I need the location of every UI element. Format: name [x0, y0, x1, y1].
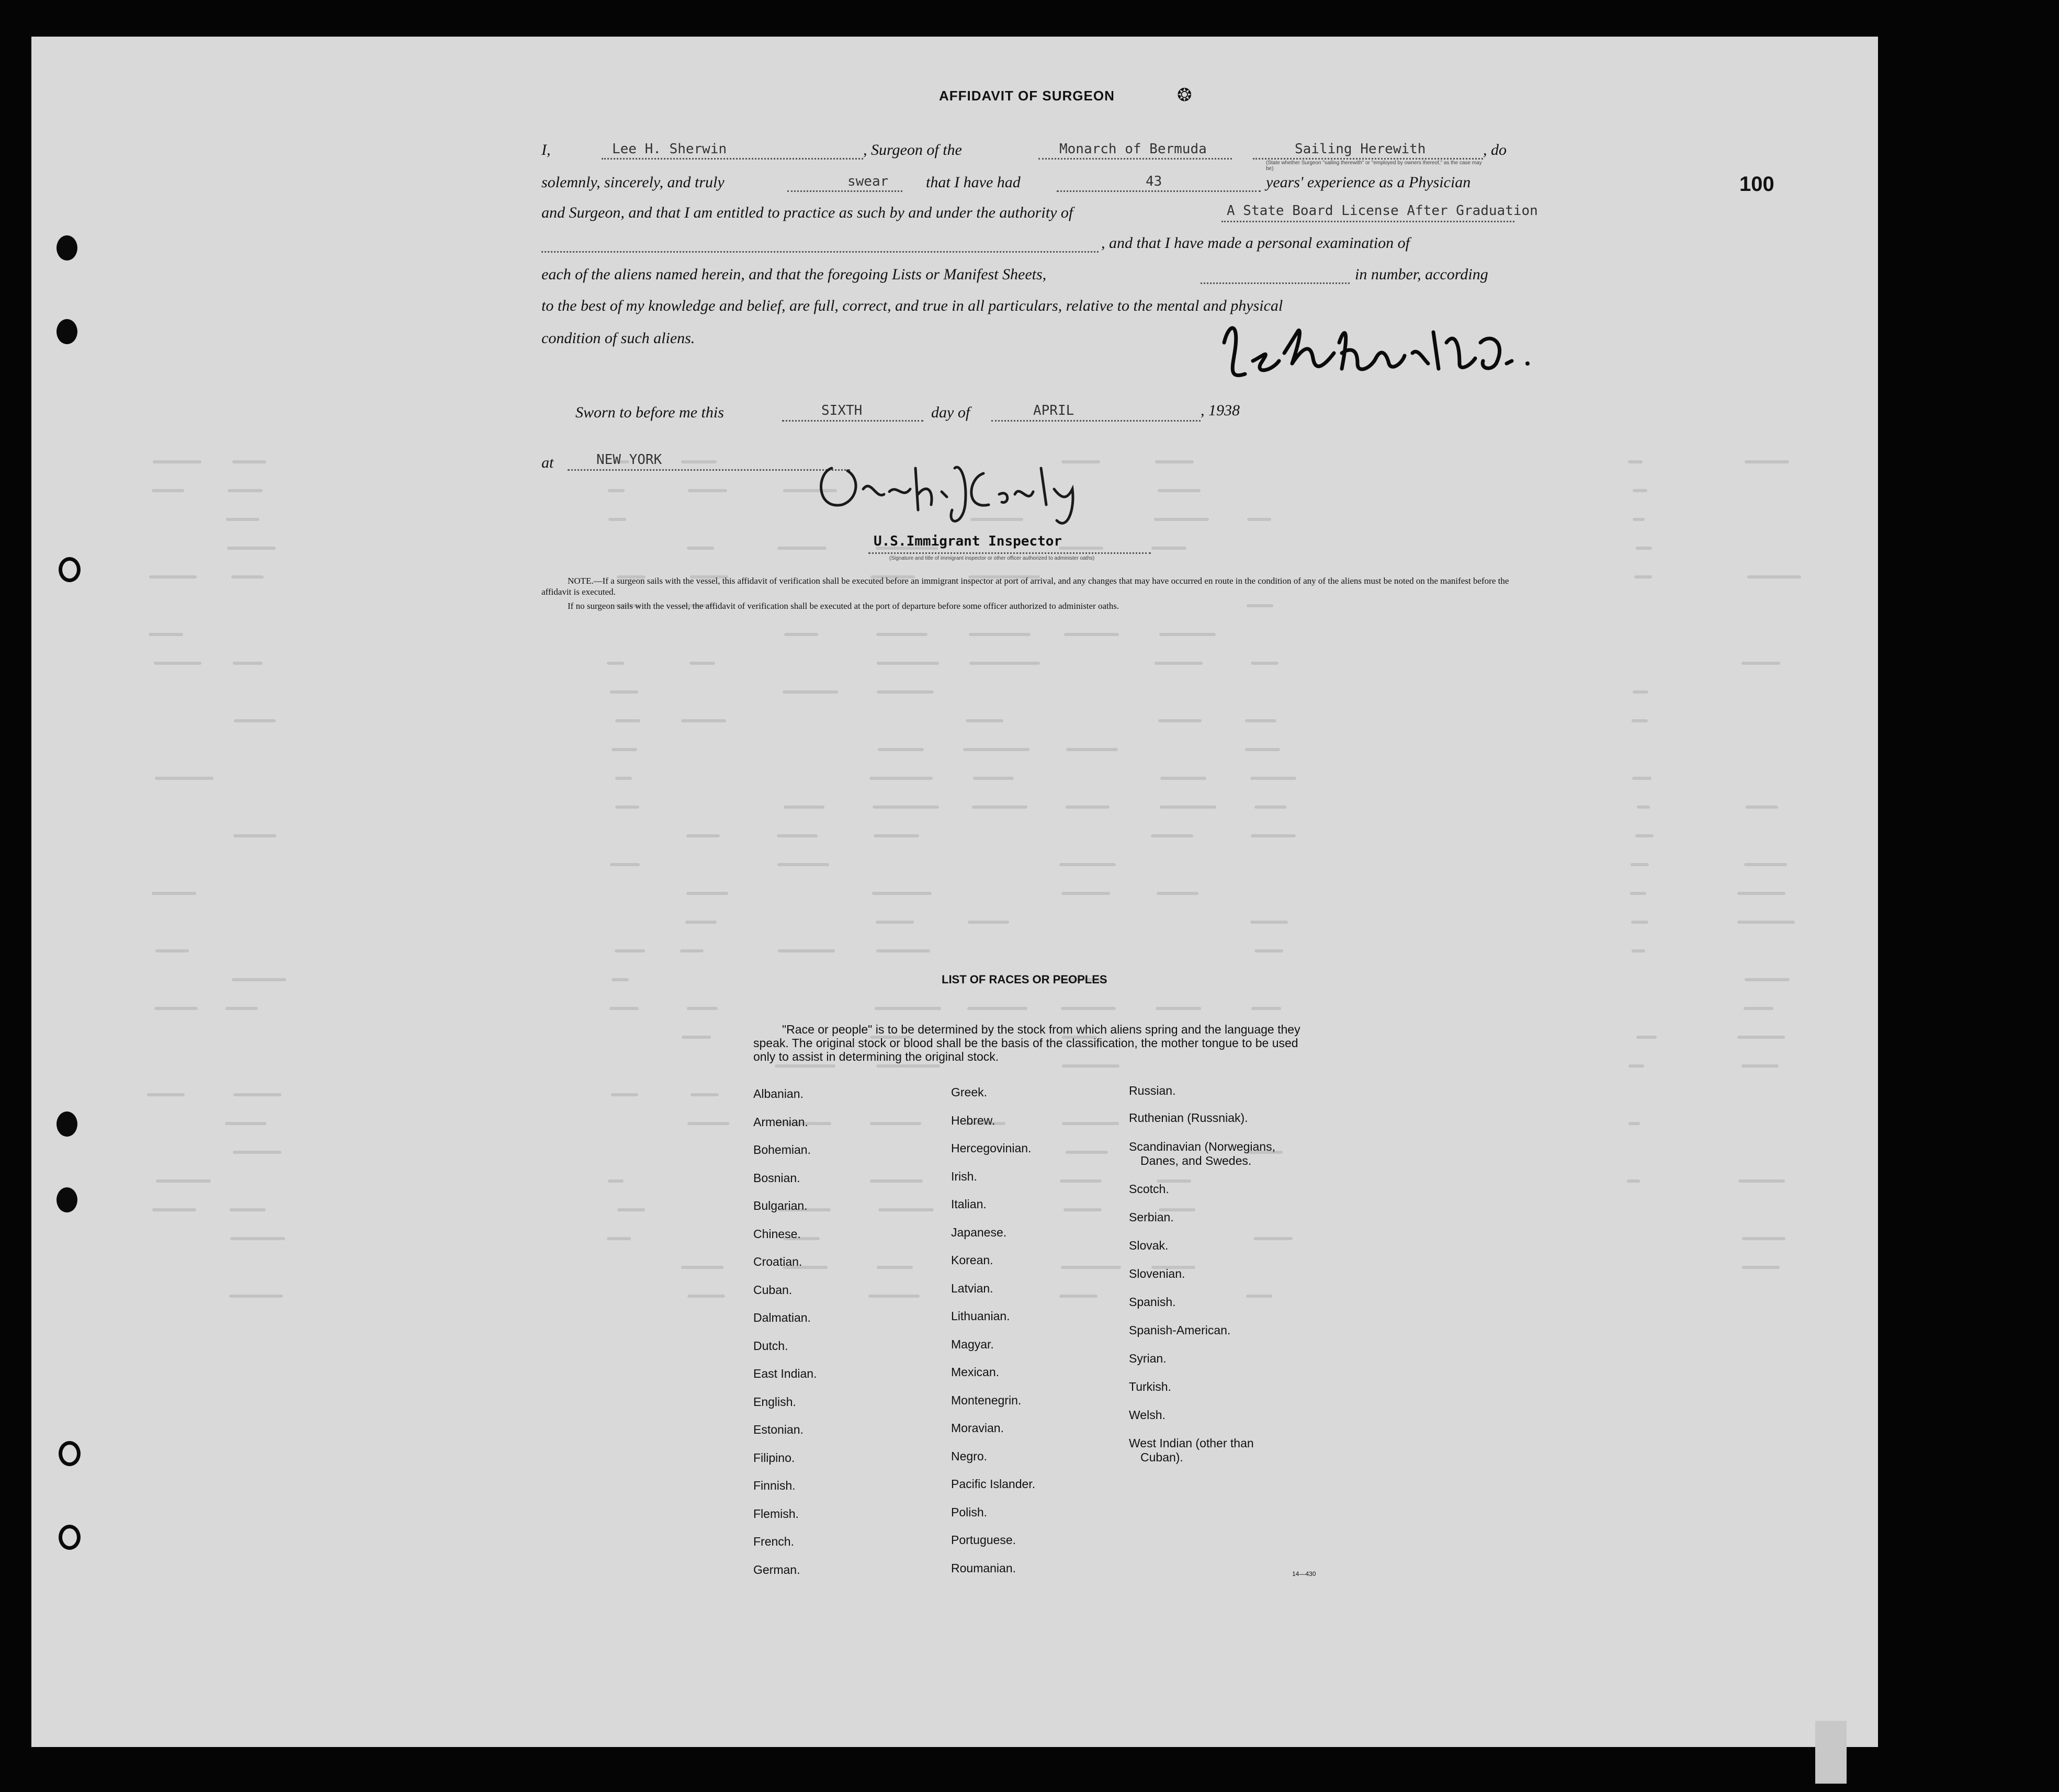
bleed-through-mark: [607, 662, 624, 665]
race-item: Lithuanian.: [951, 1309, 1010, 1323]
bleed-through-mark: [1253, 1237, 1292, 1240]
bleed-through-mark: [233, 834, 276, 837]
affidavit-text: condition of such aliens.: [541, 330, 695, 347]
bleed-through-mark: [153, 460, 201, 463]
bleed-through-mark: [1628, 1064, 1644, 1068]
affidavit-text: in number, according: [1355, 266, 1488, 283]
bleed-through-mark: [870, 1179, 923, 1183]
race-item: English.: [753, 1394, 796, 1409]
sworn-text: day of: [931, 404, 970, 421]
bleed-through-mark: [612, 978, 629, 981]
bleed-through-mark: [608, 489, 625, 492]
practice-authority: A State Board License After Graduation: [1227, 203, 1538, 219]
bleed-through-mark: [1254, 949, 1283, 952]
race-item: German.: [753, 1562, 800, 1576]
blank-line: [782, 420, 923, 422]
race-item: Dutch.: [753, 1339, 788, 1353]
bleed-through-mark: [610, 863, 640, 866]
bleed-through-mark: [1154, 518, 1209, 521]
bleed-through-mark: [1156, 1007, 1201, 1010]
bleed-through-mark: [1737, 892, 1785, 895]
race-item: Pacific Islander.: [951, 1477, 1036, 1491]
race-item: Serbian.: [1129, 1210, 1174, 1224]
bleed-through-mark: [1628, 1122, 1640, 1125]
bleed-through-mark: [876, 949, 930, 952]
bleed-through-mark: [1632, 777, 1651, 780]
bleed-through-mark: [876, 633, 927, 636]
bleed-through-mark: [876, 1064, 940, 1068]
blank-line: [991, 420, 1201, 422]
blank-line: [568, 469, 850, 471]
binder-hole: [59, 1525, 81, 1550]
bleed-through-mark: [874, 834, 919, 837]
sworn-month: APRIL: [1033, 403, 1074, 418]
race-item: Japanese.: [951, 1225, 1007, 1239]
bleed-through-mark: [1159, 633, 1216, 636]
bleed-through-mark: [968, 921, 1010, 924]
blank-line: [1221, 221, 1514, 222]
bleed-through-mark: [685, 921, 717, 924]
race-item: Armenian.: [753, 1115, 808, 1129]
bleed-through-mark: [972, 806, 1027, 809]
bleed-through-mark: [1158, 719, 1202, 722]
affidavit-text: that I have had: [926, 174, 1021, 191]
race-item: Estonian.: [753, 1423, 804, 1436]
page-title: AFFIDAVIT OF SURGEON: [939, 88, 1115, 104]
bleed-through-mark: [681, 1266, 723, 1269]
bleed-through-mark: [232, 978, 286, 981]
binder-hole: [56, 235, 77, 260]
bleed-through-mark: [1151, 834, 1193, 837]
bleed-through-mark: [1251, 662, 1278, 665]
races-title: LIST OF RACES OR PEOPLES: [942, 973, 1107, 986]
sworn-text: Sworn to before me this: [575, 404, 724, 421]
bleed-through-mark: [1635, 834, 1654, 837]
affidavit-text: solemnly, sincerely, and truly: [541, 174, 725, 191]
affidavit-text: , Surgeon of the: [863, 141, 962, 158]
bleed-through-mark: [784, 633, 818, 636]
bleed-through-mark: [1066, 806, 1110, 809]
bleed-through-mark: [1245, 748, 1280, 751]
bleed-through-mark: [1627, 1179, 1640, 1183]
bleed-through-mark: [1151, 547, 1187, 550]
bleed-through-mark: [875, 1007, 942, 1010]
bleed-through-mark: [1066, 1151, 1108, 1154]
affidavit-text: and Surgeon, and that I am entitled to practice as such by and under the authority of: [541, 204, 1073, 221]
surgeon-name: Lee H. Sherwin: [612, 141, 727, 157]
bleed-through-mark: [1064, 1208, 1102, 1211]
bleed-through-mark: [155, 777, 213, 780]
bleed-through-mark: [775, 1064, 836, 1068]
bleed-through-mark: [225, 1122, 266, 1125]
race-item: Dalmatian.: [753, 1311, 811, 1324]
bleed-through-mark: [1059, 863, 1116, 866]
bleed-through-mark: [680, 949, 704, 952]
race-item: Greek.: [951, 1085, 988, 1099]
race-item: Filipino.: [753, 1450, 795, 1465]
races-intro: "Race or people" is to be determined by the stock from which aliens spring and the language they speak. The original stock or blood shall be the basis of the classification, the mother tongue to be used only to assist in determining the original stock.: [753, 1023, 1300, 1063]
affidavit-text: , and that I have made a personal examination of: [1101, 234, 1410, 252]
bleed-through-mark: [1254, 806, 1286, 809]
binder-hole: [56, 319, 77, 344]
bleed-through-mark: [1632, 949, 1646, 952]
bleed-through-mark: [778, 949, 835, 952]
race-item: Cuban).: [1140, 1450, 1183, 1464]
bleed-through-mark: [876, 921, 913, 924]
race-item: Albanian.: [753, 1087, 804, 1101]
bleed-through-mark: [609, 1007, 638, 1010]
bleed-through-mark: [1744, 863, 1788, 866]
seal-icon: ❂: [1177, 86, 1192, 105]
page-number: 100: [1739, 173, 1774, 196]
race-item: Spanish-American.: [1129, 1323, 1231, 1337]
bleed-through-mark: [1631, 921, 1648, 924]
bleed-through-mark: [1250, 921, 1288, 924]
bleed-through-mark: [777, 547, 827, 550]
years-experience: 43: [1146, 174, 1162, 189]
race-item: Russian.: [1129, 1084, 1176, 1097]
bleed-through-mark: [1064, 633, 1119, 636]
binder-hole: [59, 557, 81, 582]
sworn-year: , 1938: [1201, 402, 1240, 419]
bleed-through-mark: [686, 892, 728, 895]
race-item: Korean.: [951, 1253, 993, 1267]
bleed-through-mark: [681, 719, 726, 722]
race-item: Welsh.: [1129, 1408, 1166, 1422]
bleed-through-mark: [230, 1237, 285, 1240]
race-item: Ruthenian (Russniak).: [1129, 1111, 1248, 1125]
race-item: Finnish.: [753, 1479, 796, 1492]
binder-hole: [59, 1441, 81, 1466]
bleed-through-mark: [682, 1036, 711, 1039]
bleed-through-mark: [877, 690, 934, 694]
bleed-through-mark: [1062, 1122, 1119, 1125]
bleed-through-mark: [147, 1093, 185, 1096]
race-item: East Indian.: [753, 1367, 817, 1380]
bleed-through-mark: [1633, 690, 1648, 694]
bleed-through-mark: [1741, 662, 1780, 665]
bleed-through-mark: [686, 834, 720, 837]
bleed-through-mark: [1630, 892, 1646, 895]
bleed-through-mark: [878, 1208, 934, 1211]
bleed-through-mark: [149, 633, 183, 636]
bleed-through-mark: [1245, 719, 1276, 722]
bleed-through-mark: [1633, 489, 1647, 492]
bleed-through-mark: [1251, 1007, 1281, 1010]
race-item: French.: [753, 1535, 794, 1548]
bleed-through-mark: [610, 690, 638, 694]
race-item: Scandinavian (Norwegians,: [1129, 1140, 1275, 1153]
blank-line: [1253, 158, 1483, 160]
blank-line: [1057, 190, 1261, 192]
verification-note: NOTE.—If a surgeon sails with the vessel, this affidavit of verification shall be executed before an immigrant inspector at port of arrival, and any changes that may have occurred en route in the condition of any of the aliens must be noted on the manifest before the affidavit is executed.: [541, 576, 1509, 597]
bleed-through-mark: [228, 489, 263, 492]
race-item: West Indian (other than: [1129, 1436, 1254, 1450]
affidavit-text: I,: [541, 141, 551, 158]
bleed-through-mark: [877, 662, 940, 665]
bleed-through-mark: [777, 834, 818, 837]
bleed-through-mark: [232, 460, 266, 463]
bleed-through-mark: [152, 892, 196, 895]
bleed-through-mark: [152, 1208, 196, 1211]
bleed-through-mark: [1155, 662, 1203, 665]
race-item: Slovenian.: [1129, 1267, 1185, 1280]
bleed-through-mark: [1155, 460, 1194, 463]
bleed-through-mark: [226, 518, 259, 521]
bleed-through-mark: [154, 1007, 198, 1010]
bleed-through-mark: [687, 1122, 729, 1125]
bleed-through-mark: [969, 662, 1040, 665]
bleed-through-mark: [1738, 1179, 1785, 1183]
bleed-through-mark: [1745, 460, 1790, 463]
race-item: Chinese.: [753, 1227, 801, 1241]
sworn-day: SIXTH: [821, 403, 863, 418]
bleed-through-mark: [155, 949, 189, 952]
bleed-through-mark: [687, 1295, 725, 1298]
bleed-through-mark: [227, 547, 276, 550]
bleed-through-mark: [1747, 575, 1801, 579]
bleed-through-mark: [1636, 1036, 1657, 1039]
bleed-through-mark: [607, 1237, 631, 1240]
bleed-through-mark: [1636, 547, 1652, 550]
bleed-through-mark: [1059, 1295, 1098, 1298]
race-item: Bohemian.: [753, 1143, 811, 1156]
bleed-through-mark: [1066, 748, 1118, 751]
bleed-through-mark: [869, 777, 933, 780]
bleed-through-mark: [615, 719, 640, 722]
affidavit-text: , do: [1483, 141, 1507, 158]
race-item: Roumanian.: [951, 1561, 1016, 1575]
bleed-through-mark: [1628, 460, 1643, 463]
bleed-through-mark: [873, 806, 940, 809]
bleed-through-mark: [868, 1295, 920, 1298]
race-item: Croatian.: [753, 1255, 802, 1268]
race-item: Flemish.: [753, 1506, 799, 1521]
bleed-through-mark: [1246, 1295, 1272, 1298]
bleed-through-mark: [149, 575, 197, 579]
race-item: Turkish.: [1129, 1380, 1171, 1393]
blank-line: [787, 190, 902, 192]
bleed-through-mark: [691, 1093, 719, 1096]
binder-hole: [56, 1187, 77, 1212]
bleed-through-mark: [688, 489, 727, 492]
bleed-through-mark: [966, 719, 1003, 722]
race-item: Spanish.: [1129, 1295, 1176, 1309]
bleed-through-mark: [231, 575, 264, 579]
race-item: Portuguese.: [951, 1533, 1016, 1547]
race-item: Negro.: [951, 1449, 988, 1463]
page-edge: [1815, 1721, 1847, 1784]
bleed-through-mark: [1634, 575, 1652, 579]
race-item: Montenegrin.: [951, 1393, 1022, 1407]
bleed-through-mark: [233, 1093, 281, 1096]
bleed-through-mark: [1062, 1064, 1119, 1068]
bleed-through-mark: [1158, 489, 1200, 492]
bleed-through-mark: [1631, 863, 1648, 866]
bleed-through-mark: [156, 1179, 211, 1183]
bleed-through-mark: [1737, 1036, 1785, 1039]
race-item: Irish.: [951, 1169, 977, 1183]
bleed-through-mark: [1737, 921, 1795, 924]
bleed-through-mark: [229, 1295, 283, 1298]
bleed-through-mark: [1745, 978, 1790, 981]
affidavit-text: years' experience as a Physician: [1266, 174, 1471, 191]
bleed-through-mark: [1157, 892, 1199, 895]
bleed-through-mark: [1637, 806, 1650, 809]
bleed-through-mark: [963, 748, 1030, 751]
race-item: Magyar.: [951, 1337, 994, 1351]
race-item: Cuban.: [753, 1283, 793, 1297]
bleed-through-mark: [1633, 518, 1645, 521]
bleed-through-mark: [967, 1007, 1027, 1010]
bleed-through-mark: [152, 489, 185, 492]
race-item: Syrian.: [1129, 1352, 1167, 1365]
race-item: Moravian.: [951, 1421, 1004, 1435]
race-item: Hebrew.: [951, 1113, 995, 1127]
blank-line: [1201, 282, 1350, 284]
bleed-through-mark: [1742, 1266, 1780, 1269]
bleed-through-mark: [230, 1208, 266, 1211]
blank-line: [868, 552, 1151, 554]
bleed-through-mark: [1744, 1007, 1773, 1010]
bleed-through-mark: [1160, 777, 1206, 780]
bleed-through-mark: [870, 1122, 921, 1125]
blank-line: [541, 251, 1099, 253]
affidavit-text: each of the aliens named herein, and that the foregoing Lists or Manifest Sheets,: [541, 266, 1047, 283]
blank-line: [602, 158, 863, 160]
sworn-place: NEW YORK: [596, 452, 662, 468]
race-item: Polish.: [951, 1505, 988, 1519]
bleed-through-mark: [687, 547, 714, 550]
bleed-through-mark: [617, 1208, 645, 1211]
bleed-through-mark: [615, 806, 640, 809]
bleed-through-mark: [154, 662, 201, 665]
binder-hole: [56, 1112, 77, 1137]
bleed-through-mark: [608, 518, 627, 521]
bleed-through-mark: [1742, 1237, 1785, 1240]
bleed-through-mark: [969, 633, 1031, 636]
bleed-through-mark: [1251, 834, 1296, 837]
race-item: Bosnian.: [753, 1171, 800, 1185]
bleed-through-mark: [615, 777, 632, 780]
bleed-through-mark: [1632, 719, 1648, 722]
bleed-through-mark: [233, 1151, 281, 1154]
inspector-title: U.S.Immigrant Inspector: [874, 534, 1062, 549]
surgeon-signature: [1214, 311, 1559, 390]
bleed-through-mark: [1059, 547, 1103, 550]
race-item: Scotch.: [1129, 1182, 1169, 1196]
bleed-through-mark: [784, 806, 824, 809]
bleed-through-mark: [233, 662, 263, 665]
race-item: Italian.: [951, 1197, 987, 1211]
oath-word: swear: [847, 174, 889, 189]
race-item: Latvian.: [951, 1281, 993, 1295]
form-number: 14—430: [1292, 1570, 1316, 1578]
bleed-through-mark: [1061, 1266, 1121, 1269]
bleed-through-mark: [1741, 1064, 1779, 1068]
sailing-footnote: (State whether Surgeon "sailing therewith" or "employed by owners thereof," as the case may be): [1266, 160, 1482, 172]
bleed-through-mark: [973, 777, 1014, 780]
bleed-through-mark: [681, 460, 717, 463]
sailing-status: Sailing Herewith: [1295, 141, 1426, 157]
affidavit-text: to the best of my knowledge and belief, are full, correct, and true in all particulars, relative to the mental and physical: [541, 297, 1283, 314]
verification-note: If no surgeon sails with the vessel, the affidavit of verification shall be executed at the port of departure before some officer authorized to administer oaths.: [568, 601, 1119, 611]
bleed-through-mark: [234, 719, 276, 722]
bleed-through-mark: [689, 662, 715, 665]
race-item: Slovak.: [1129, 1239, 1169, 1252]
bleed-through-mark: [1061, 1007, 1115, 1010]
bleed-through-mark: [1061, 892, 1110, 895]
bleed-through-mark: [878, 748, 924, 751]
blank-line: [1038, 158, 1232, 160]
bleed-through-mark: [1247, 518, 1272, 521]
bleed-through-mark: [611, 1093, 638, 1096]
inspector-signature: [811, 447, 1135, 536]
race-item: Mexican.: [951, 1365, 1000, 1379]
at-label: at: [541, 454, 554, 471]
bleed-through-mark: [1160, 806, 1217, 809]
bleed-through-mark: [877, 1266, 913, 1269]
race-item: Danes, and Swedes.: [1140, 1154, 1252, 1167]
bleed-through-mark: [608, 1179, 624, 1183]
race-item: Bulgarian.: [753, 1199, 808, 1212]
bleed-through-mark: [872, 892, 931, 895]
bleed-through-mark: [225, 1007, 257, 1010]
bleed-through-mark: [612, 748, 637, 751]
bleed-through-mark: [1060, 1179, 1102, 1183]
bleed-through-mark: [777, 863, 829, 866]
bleed-through-mark: [1250, 777, 1297, 780]
vessel-name: Monarch of Bermuda: [1059, 141, 1207, 157]
bleed-through-mark: [1746, 806, 1779, 809]
bleed-through-mark: [687, 1007, 718, 1010]
race-item: Hercegovinian.: [951, 1141, 1032, 1155]
bleed-through-mark: [783, 690, 838, 694]
inspector-footnote: (Signature and title of immigrant inspector or other officer authorized to administer oaths): [889, 555, 1095, 561]
bleed-through-mark: [615, 949, 645, 952]
